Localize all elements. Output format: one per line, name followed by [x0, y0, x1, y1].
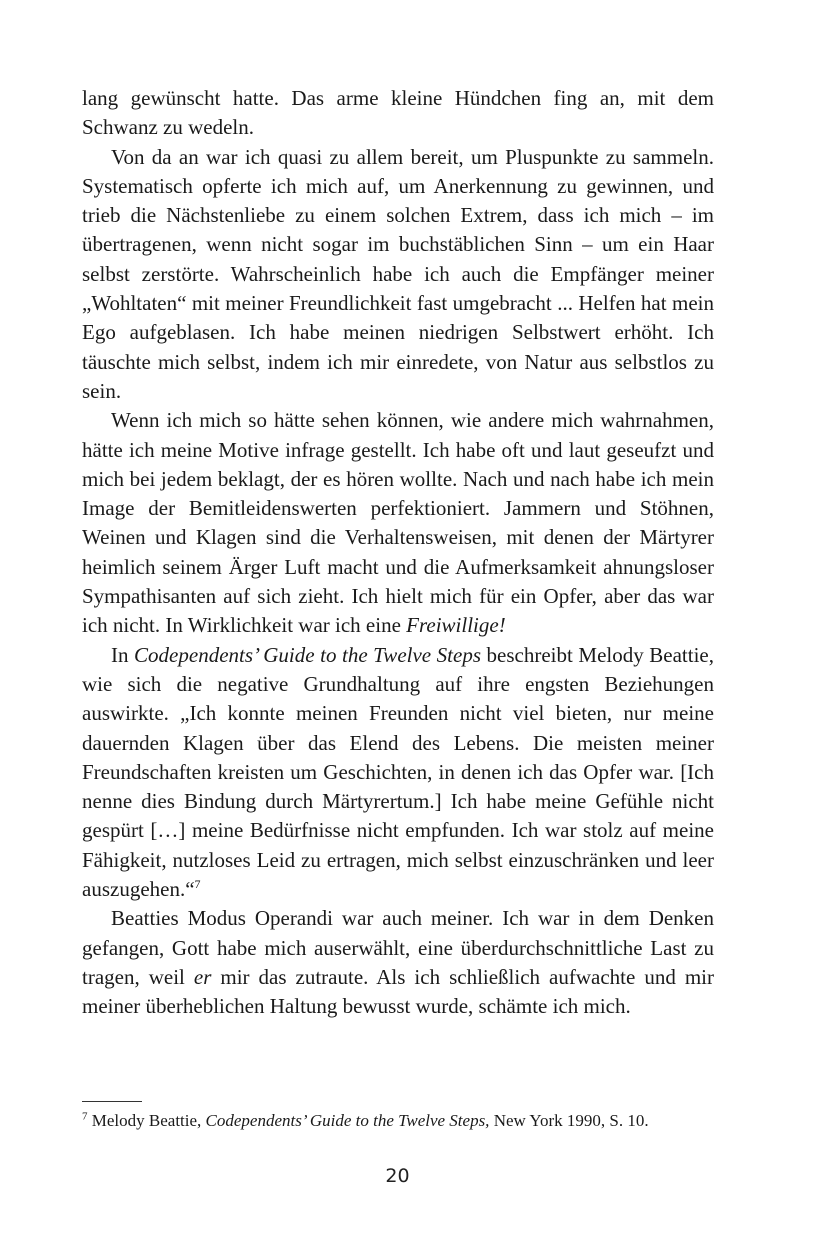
footnote-title: Codependents’ Guide to the Twelve Steps,	[205, 1111, 490, 1130]
text-run: Wenn ich mich so hätte sehen können, wie andere mich wahrnahmen, hätte ich meine Motive infrage gestellt. Ich habe oft und laut geseufzt und mich bei jedem beklagt, der es hören wollte. Nach und nach habe ich mein Image der Bemitleidenswerten perfektioniert. Jammern und Stöhnen, Weinen und Klagen sind die Verhaltensweisen, mit denen der Märtyrer heimlich seinem Ärger Luft macht und die Aufmerksamkeit ahnungsloser Sympathisanten auf sich zieht. Ich hielt mich für ein Opfer, aber das war ich nicht. In Wirklichkeit war ich eine	[82, 408, 714, 638]
text-run: lang gewünscht hatte. Das arme kleine Hündchen fing an, mit dem Schwanz zu wedeln.	[82, 86, 714, 140]
paragraph	[82, 143, 714, 407]
text-run: beschreibt Melody Beattie, wie sich die negative Grundhaltung auf ihre engsten Beziehungen auswirkte. „Ich konnte meinen Freunden nicht viel bieten, nur meine dauernden Klagen über das Elend des Lebens. Die meisten meiner Freundschaften kreisten um Geschichten, in denen ich das Opfer war. [Ich nenne dies Bindung durch Märtyrertum.] Ich habe meine Gefühle nicht gespürt […] meine Bedürfnisse nicht empfunden. Ich war stolz auf meine Fähigkeit, nutzloses Leid zu ertragen, mich selbst einzuschränken und leer auszugehen.“	[82, 642, 714, 902]
paragraph	[82, 641, 714, 905]
italic-text: Codependents’ Guide to the Twelve Steps	[134, 642, 481, 667]
footnote-publication: New York 1990, S. 10.	[489, 1111, 649, 1130]
footnote-reference: 7	[194, 877, 201, 892]
paragraph	[82, 406, 714, 640]
body-text	[82, 84, 714, 1022]
page-number: 20	[385, 1165, 410, 1187]
text-run: Von da an war ich quasi zu allem bereit, um Pluspunkte zu sammeln. Systematisch opferte ich mich auf, um Anerkennung zu gewinnen, und trieb die Nächstenliebe zu einem solchen Extrem, dass ich mich – im übertragenen, wenn nicht sogar im buchstäblichen Sinn – um ein Haar selbst zerstörte. Wahrscheinlich habe ich auch die Empfänger meiner „Wohltaten“ mit meiner Freundlichkeit fast umgebracht ... Helfen hat mein Ego aufgeblasen. Ich habe meinen niedrigen Selbstwert erhöht. Ich täuschte mich selbst, indem ich mir einredete, von Natur aus selbstlos zu sein.	[82, 144, 714, 403]
footnote-number: 7	[82, 1110, 88, 1123]
italic-text: er	[193, 964, 212, 989]
text-run: In	[111, 642, 135, 667]
text-run: mir das zutraute. Als ich schließlich aufwachte und mir meiner überheblichen Haltung bewusst wurde, schämte ich mich.	[82, 964, 714, 1019]
footnote	[82, 1109, 722, 1133]
footnote-author: Melody Beattie,	[91, 1111, 206, 1130]
text-run: Beatties Modus Operandi war auch meiner. Ich war in dem Denken gefangen, Gott habe mich auserwählt, eine überdurchschnittliche Last zu tragen, weil	[82, 906, 714, 989]
paragraph	[82, 904, 714, 1021]
footnote-divider	[82, 1101, 142, 1102]
paragraph	[82, 84, 714, 143]
italic-text: Freiwillige!	[406, 613, 506, 638]
